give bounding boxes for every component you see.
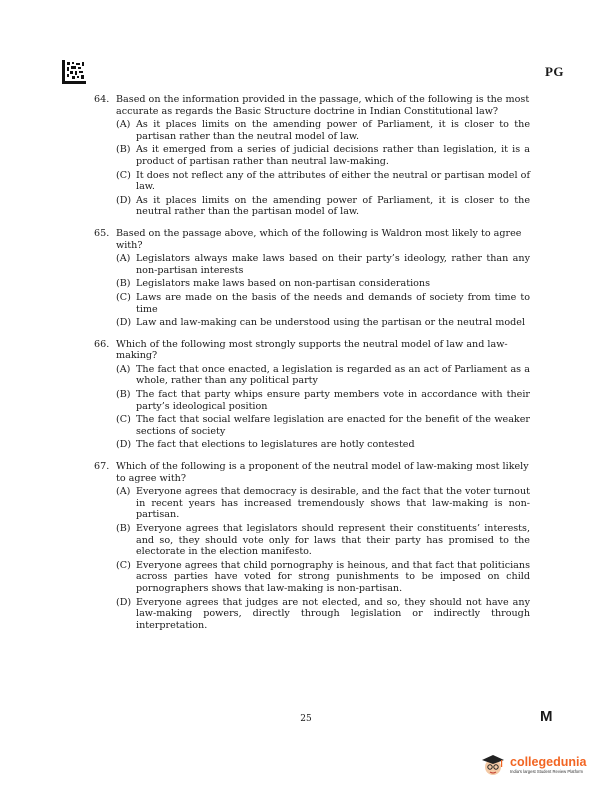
answer-option: [116, 195, 530, 218]
option-label: (C): [116, 291, 131, 303]
option-label: (B): [116, 389, 131, 401]
option-text: Legislators always make laws based on their party’s ideology, rather than any non-partisan interests: [136, 253, 530, 276]
answer-option: [116, 560, 530, 595]
option-label: (D): [116, 317, 132, 329]
question-number: 65.: [94, 227, 110, 239]
option-label: (C): [116, 559, 131, 571]
page-number: 25: [300, 714, 312, 724]
option-label: (A): [116, 486, 131, 498]
answer-option: [116, 439, 530, 451]
option-label: (C): [116, 414, 131, 426]
answer-option: [116, 414, 530, 437]
brand-tagline: India's largest Student Review Platform: [510, 768, 583, 774]
answer-option: [116, 278, 530, 290]
option-text: It does not reflect any of the attributes of either the neutral or partisan model of law.: [136, 169, 530, 193]
question-text: Which of the following most strongly supports the neutral model of law and law-making?: [116, 338, 508, 362]
option-text: Everyone agrees that child pornography is heinous, and that fact that politicians across parties have voted for strong punishments to be imposed on child pornographers shows that law-making is non-partisan.: [136, 559, 530, 594]
answer-option: [116, 486, 530, 521]
question-item: [94, 228, 530, 329]
answer-option: [116, 170, 530, 193]
option-label: (B): [116, 144, 131, 156]
answer-option: [116, 597, 530, 632]
option-label: (D): [116, 439, 132, 451]
option-text: Legislators make laws based on non-partisan considerations: [136, 278, 431, 290]
option-text: Law and law-making can be understood using the partisan or the neutral model: [136, 317, 526, 329]
answer-option: [116, 144, 530, 167]
question-item: [94, 461, 530, 631]
option-text: Everyone agrees that legislators should represent their constituents’ interests, and so, they should vote only for laws that their party has promised to the electorate in the election manifesto.: [136, 523, 530, 558]
answer-option: [116, 317, 530, 329]
brand-logo[interactable]: [480, 746, 604, 784]
question-text: Based on the passage above, which of the following is Waldron most likely to agree with?: [116, 227, 522, 251]
option-label: (D): [116, 194, 132, 206]
answer-option: [116, 292, 530, 315]
option-label: (D): [116, 596, 132, 608]
graduate-mascot-icon: [480, 752, 506, 778]
option-label: (B): [116, 523, 131, 534]
qr-code-icon: [62, 60, 86, 84]
option-text: Everyone agrees that judges are not elected, and so, they should not have any law-making powers, directly through legislation or indirectly through interpretation.: [136, 596, 530, 631]
question-stem: [94, 339, 530, 362]
option-label: (C): [116, 169, 131, 181]
question-item: [94, 94, 530, 218]
option-text: The fact that party whips ensure party members vote in accordance with their party’s ideological position: [136, 389, 530, 412]
answer-option: [116, 523, 530, 558]
question-text: Which of the following is a proponent of the neutral model of law-making most likely to agree with?: [116, 461, 529, 484]
question-item: [94, 339, 530, 451]
question-number: 67.: [94, 461, 110, 473]
question-number: 66.: [94, 338, 110, 350]
set-code: M: [540, 708, 553, 725]
option-label: (A): [116, 363, 131, 375]
question-text: Based on the information provided in the passage, which of the following is the most accurate as regards the Basic Structure doctrine in Indian Constitutional law?: [116, 94, 530, 117]
option-label: (A): [116, 119, 131, 131]
option-text: Everyone agrees that democracy is desirable, and the fact that the voter turnout in recent years has increased tremendously shows that law-making is non-partisan.: [136, 486, 530, 521]
paper-code: PG: [544, 64, 564, 79]
answer-option: [116, 253, 530, 276]
option-text: Laws are made on the basis of the needs and demands of society from time to time: [136, 291, 530, 315]
option-label: (B): [116, 278, 131, 290]
question-list: [94, 94, 530, 641]
option-text: As it emerged from a series of judicial decisions rather than legislation, it is a product of partisan rather than neutral law-making.: [136, 144, 530, 167]
option-text: The fact that social welfare legislation are enacted for the benefit of the weaker sections of society: [136, 414, 530, 437]
option-label: (A): [116, 253, 131, 265]
question-stem: [94, 228, 530, 251]
question-stem: [94, 94, 530, 117]
option-text: As it places limits on the amending power of Parliament, it is closer to the neutral rather than the partisan model of law.: [136, 194, 530, 218]
answer-option: [116, 364, 530, 387]
option-text: The fact that once enacted, a legislation is regarded as an act of Parliament as a whole, rather than any political party: [136, 363, 530, 387]
question-number: 64.: [94, 94, 110, 105]
brand-name: collegedunia: [510, 754, 587, 769]
answer-option: [116, 389, 530, 412]
question-stem: [94, 461, 530, 484]
answer-option: [116, 119, 530, 142]
option-text: The fact that elections to legislatures are hotly contested: [136, 439, 415, 451]
option-text: As it places limits on the amending power of Parliament, it is closer to the partisan rather than the neutral model of law.: [136, 119, 530, 142]
